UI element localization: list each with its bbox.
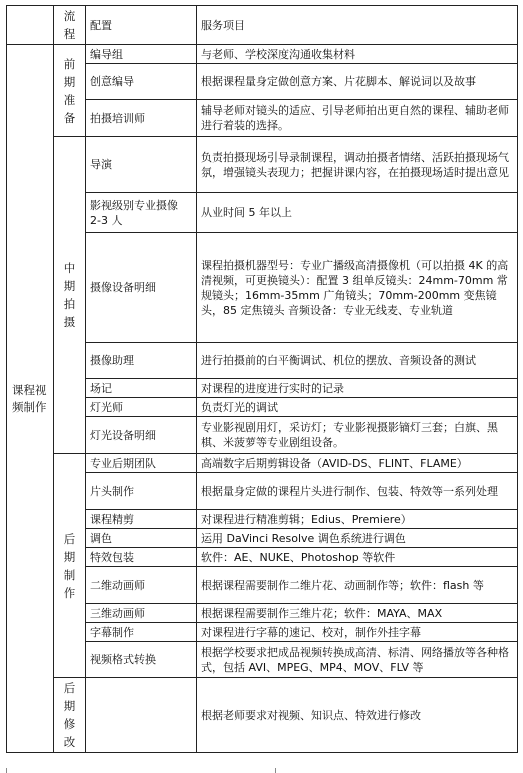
config-cell: 创意编导 bbox=[86, 64, 197, 100]
service-cell: 根据老师要求对视频、知识点、特效进行修改 bbox=[197, 678, 518, 753]
section-label: 课程视频制作 bbox=[7, 45, 54, 753]
service-cell: 高端数字后期剪辑设备（AVID-DS、FLINT、FLAME） bbox=[197, 454, 518, 473]
service-table bbox=[6, 5, 518, 753]
service-cell: 负责灯光的调试 bbox=[197, 398, 518, 417]
config-cell: 专业后期团队 bbox=[86, 454, 197, 473]
service-cell: 从业时间 5 年以上 bbox=[197, 193, 518, 233]
service-cell: 根据课程需要制作二维片花、动画制作等；软件：flash 等 bbox=[197, 567, 518, 604]
service-cell: 根据量身定做的课程片头进行制作、包装、特效等一系列处理 bbox=[197, 473, 518, 510]
service-cell: 软件：AE、NUKE、Photoshop 等软件 bbox=[197, 548, 518, 567]
header-flow: 流程 bbox=[54, 6, 86, 45]
service-cell: 辅导老师对镜头的适应、引导老师拍出更自然的课程、辅助老师进行着装的选择。 bbox=[197, 100, 518, 137]
service-cell: 对课程进行精准剪辑；Edius、Premiere） bbox=[197, 510, 518, 529]
config-cell: 课程精剪 bbox=[86, 510, 197, 529]
config-cell: 特效包装 bbox=[86, 548, 197, 567]
config-cell: 字幕制作 bbox=[86, 623, 197, 642]
header-col1 bbox=[7, 6, 54, 45]
config-cell: 导演 bbox=[86, 137, 197, 193]
config-cell: 三维动画师 bbox=[86, 604, 197, 623]
config-cell: 场记 bbox=[86, 379, 197, 398]
table-row bbox=[7, 454, 518, 473]
config-cell: 编导组 bbox=[86, 45, 197, 64]
group-label: 前期准备 bbox=[54, 45, 86, 137]
service-cell: 与老师、学校深度沟通收集材料 bbox=[197, 45, 518, 64]
config-cell: 摄像助理 bbox=[86, 343, 197, 379]
config-cell: 二维动画师 bbox=[86, 567, 197, 604]
config-cell: 调色 bbox=[86, 529, 197, 548]
header-config: 配置 bbox=[86, 6, 197, 45]
group-label: 中期拍摄 bbox=[54, 137, 86, 454]
config-cell: 摄像设备明细 bbox=[86, 233, 197, 343]
service-cell: 根据课程量身定做创意方案、片花脚本、解说词以及故事 bbox=[197, 64, 518, 100]
service-cell: 课程拍摄机器型号：专业广播级高清摄像机（可以拍摄 4K 的高清视频，可更换镜头）：配置 3 组单反镜头：24mm-70mm 常规镜头；16mm-35mm 广角镜头；70mm-200mm 变焦镜头，85 定焦镜头 音频设备：专业无线麦、专业轨道 bbox=[197, 233, 518, 343]
config-cell: 影视级别专业摄像 2-3 人 bbox=[86, 193, 197, 233]
table-row bbox=[7, 678, 518, 753]
service-cell: 对课程的进度进行实时的记录 bbox=[197, 379, 518, 398]
table-row bbox=[7, 45, 518, 64]
group-label: 后期制作 bbox=[54, 454, 86, 678]
service-cell: 进行拍摄前的白平衡调试、机位的摆放、音频设备的测试 bbox=[197, 343, 518, 379]
service-cell: 根据学校要求把成品视频转换成高清、标清、网络播放等各种格式，包括 AVI、MPEG、MP4、MOV、FLV 等 bbox=[197, 642, 518, 678]
service-cell: 运用 DaVinci Resolve 调色系统进行调色 bbox=[197, 529, 518, 548]
config-cell bbox=[86, 678, 197, 753]
page-mark bbox=[6, 768, 7, 773]
group-label: 后期修改 bbox=[54, 678, 86, 753]
page-bottom-marks bbox=[0, 768, 523, 773]
table-row bbox=[7, 137, 518, 193]
header-service: 服务项目 bbox=[197, 6, 518, 45]
service-cell: 负责拍摄现场引导录制课程，调动拍摄者情绪、活跃拍摄现场气氛，增强镜头表现力；把握讲课内容，在拍摄现场适时提出意见 bbox=[197, 137, 518, 193]
page-mark bbox=[275, 768, 276, 773]
service-cell: 专业影视剧用灯，采访灯；专业影视摄影镝灯三套；白旗、黑棋、米菠萝等专业剧组设备。 bbox=[197, 417, 518, 454]
config-cell: 灯光设备明细 bbox=[86, 417, 197, 454]
header-row bbox=[7, 6, 518, 45]
config-cell: 视频格式转换 bbox=[86, 642, 197, 678]
config-cell: 灯光师 bbox=[86, 398, 197, 417]
service-cell: 对课程进行字幕的速记、校对，制作外挂字幕 bbox=[197, 623, 518, 642]
config-cell: 拍摄培训师 bbox=[86, 100, 197, 137]
service-cell: 根据课程需要制作三维片花；软件：MAYA、MAX bbox=[197, 604, 518, 623]
config-cell: 片头制作 bbox=[86, 473, 197, 510]
